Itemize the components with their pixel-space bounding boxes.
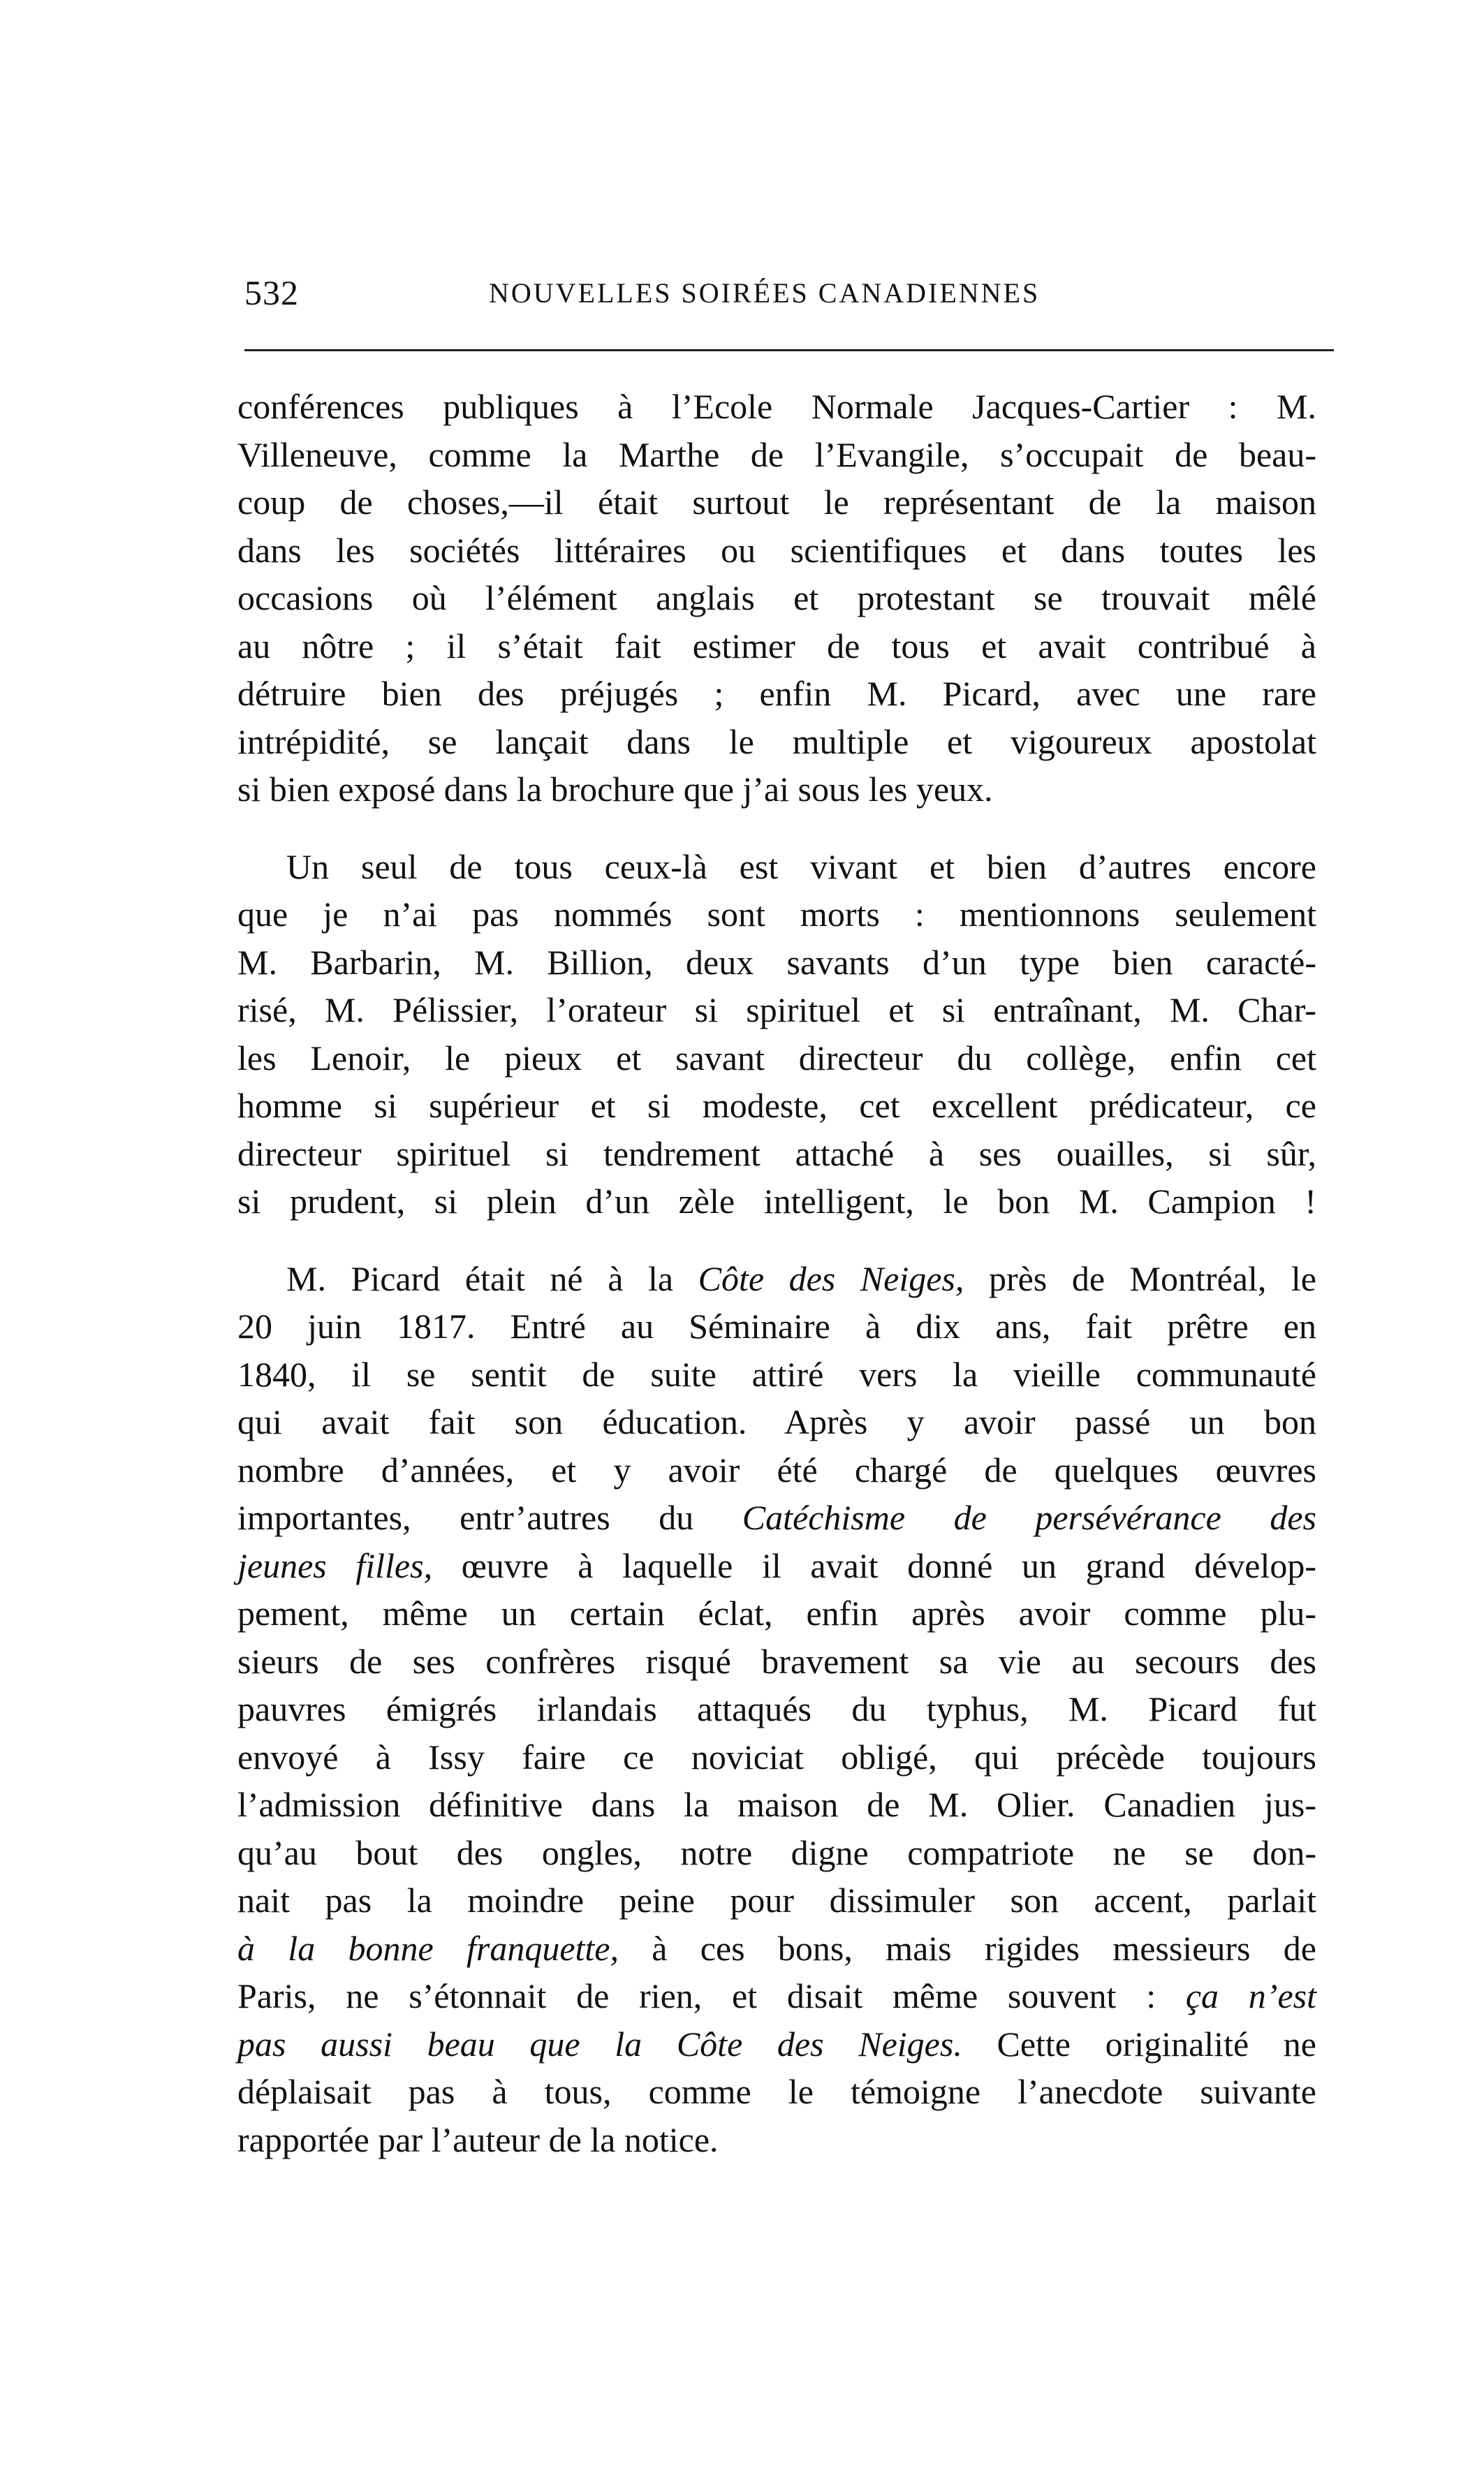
text-line: homme si supérieur et si modeste, cet excellent prédicateur, ce <box>237 1086 1316 1125</box>
text-line: rapportée par l’auteur de la notice. <box>237 2119 719 2159</box>
italic-quote: pas aussi beau que la Côte des Neiges. <box>237 2024 962 2064</box>
text-run: près de Montréal, le <box>964 1258 1316 1298</box>
text-run: œuvre à laquelle il avait donné un grand dévelop- <box>432 1545 1316 1585</box>
body-text <box>237 383 1316 2163</box>
text-line: conférences publiques à l’Ecole Normale Jacques-Cartier : M. <box>237 387 1316 426</box>
text-run: à ces bons, mais rigides messieurs de <box>619 1928 1316 1968</box>
paragraph-2 <box>237 843 1316 1226</box>
text-line <box>237 1255 1316 1303</box>
text-line <box>237 1925 1316 1973</box>
text-line: M. Barbarin, M. Billion, deux savants d’un type bien caracté- <box>237 942 1316 982</box>
text-line: nait pas la moindre peine pour dissimuler son accent, parlait <box>237 1881 1316 1920</box>
text-line: pement, même un certain éclat, enfin après avoir comme plu- <box>237 1594 1316 1633</box>
text-run: Cette originalité ne <box>962 2024 1317 2064</box>
text-line: dans les sociétés littéraires ou scientifiques et dans toutes les <box>237 530 1316 570</box>
page-number: 532 <box>244 273 299 312</box>
header-rule <box>244 349 1334 351</box>
text-line: directeur spirituel si tendrement attaché à ses ouailles, si sûr, <box>237 1133 1316 1173</box>
text-run: M. Picard était né à la <box>286 1258 698 1298</box>
text-line: 1840, il se sentit de suite attiré vers la vieille communauté <box>237 1354 1316 1394</box>
text-line: au nôtre ; il s’était fait estimer de tous et avait contribué à <box>237 626 1316 666</box>
text-line: les Lenoir, le pieux et savant directeur du collège, enfin cet <box>237 1038 1316 1078</box>
text-line: l’admission définitive dans la maison de M. Olier. Canadien jus- <box>237 1785 1316 1824</box>
text-line: Villeneuve, comme la Marthe de l’Evangile, s’occupait de beau- <box>237 434 1316 474</box>
text-line <box>237 1972 1316 2020</box>
italic-place-name: Côte des Neiges, <box>698 1258 964 1298</box>
text-line: nombre d’années, et y avoir été chargé de quelques œuvres <box>237 1450 1316 1490</box>
text-line: intrépidité, se lançait dans le multiple et vigoureux apostolat <box>237 721 1316 761</box>
text-line <box>237 2020 1316 2068</box>
text-line: détruire bien des préjugés ; enfin M. Picard, avec une rare <box>237 674 1316 713</box>
text-line: si bien exposé dans la brochure que j’ai sous les yeux. <box>237 770 993 809</box>
paragraph-1 <box>237 383 1316 814</box>
running-header <box>244 272 1334 314</box>
italic-quote: ça n’est <box>1185 1976 1316 2015</box>
italic-phrase: à la bonne franquette, <box>237 1928 619 1968</box>
text-line <box>237 1542 1316 1590</box>
text-line <box>237 1494 1316 1542</box>
text-run: Paris, ne s’étonnait de rien, et disait même souvent : <box>237 1976 1186 2015</box>
text-line: Un seul de tous ceux-là est vivant et bien d’autres encore <box>286 846 1316 886</box>
text-line: qu’au bout des ongles, notre digne compatriote ne se don- <box>237 1832 1316 1872</box>
paragraph-3 <box>237 1255 1316 2164</box>
text-line: si prudent, si plein d’un zèle intelligent, le bon M. Campion ! <box>237 1182 1316 1221</box>
text-line: que je n’ai pas nommés sont morts : mentionnons seulement <box>237 895 1316 934</box>
text-run: importantes, entr’autres du <box>237 1498 742 1537</box>
text-line: coup de choses,—il était surtout le représentant de la maison <box>237 483 1316 522</box>
running-head-title: NOUVELLES SOIRÉES CANADIENNES <box>489 277 1041 309</box>
italic-title: jeunes filles, <box>237 1545 433 1585</box>
text-line: occasions où l’élément anglais et protestant se trouvait mêlé <box>237 578 1316 617</box>
italic-title: Catéchisme de persévérance des <box>742 1498 1316 1537</box>
text-line: sieurs de ses confrères risqué bravement sa vie au secours des <box>237 1641 1316 1681</box>
text-line: qui avait fait son éducation. Après y avoir passé un bon <box>237 1402 1316 1441</box>
text-line: déplaisait pas à tous, comme le témoigne l’anecdote suivante <box>237 2072 1316 2111</box>
text-line: pauvres émigrés irlandais attaqués du typhus, M. Picard fut <box>237 1689 1316 1728</box>
text-line: risé, M. Pélissier, l’orateur si spirituel et si entraînant, M. Char- <box>237 990 1316 1029</box>
text-line: envoyé à Issy faire ce noviciat obligé, qui précède toujours <box>237 1737 1316 1777</box>
text-line: 20 juin 1817. Entré au Séminaire à dix ans, fait prêtre en <box>237 1307 1316 1346</box>
